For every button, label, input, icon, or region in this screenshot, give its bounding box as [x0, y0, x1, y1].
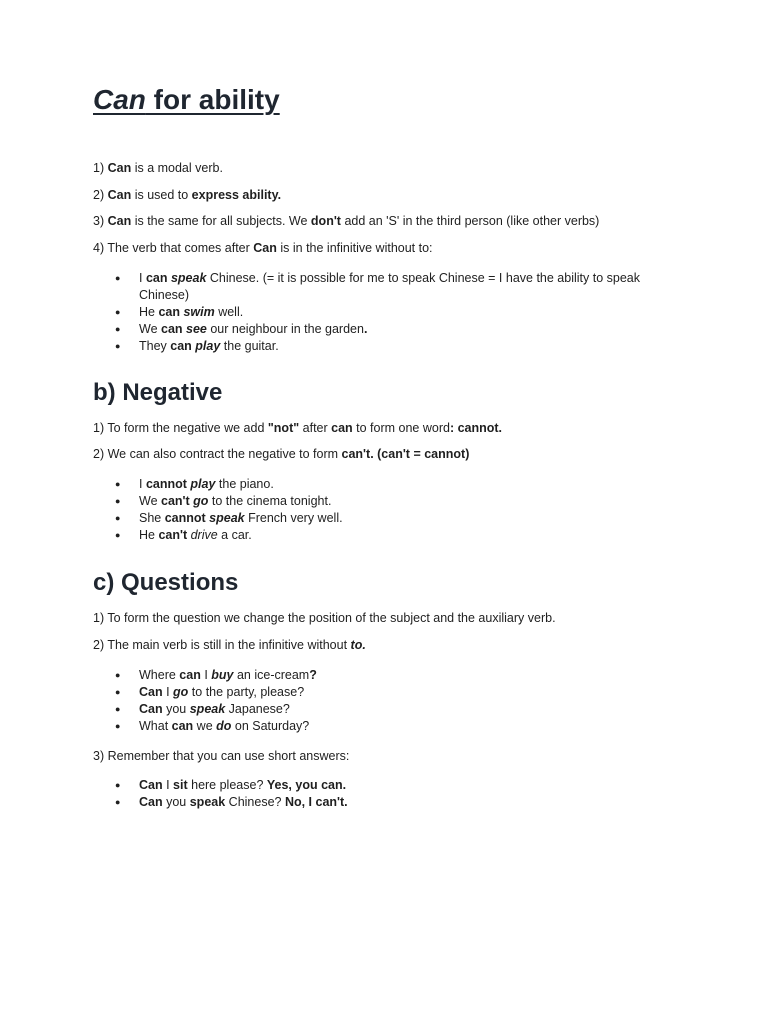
text-run: Can: [139, 685, 163, 699]
text-run: to.: [350, 638, 366, 652]
list-item: [93, 304, 653, 321]
text-run: What: [139, 719, 172, 733]
text-run: speak: [170, 271, 207, 285]
text-run: Can: [107, 161, 132, 175]
text-run: He: [139, 528, 159, 542]
text-run: add an 'S' in the third person (like other verbs): [340, 214, 600, 228]
list-item: [93, 718, 653, 735]
text-run: we: [193, 719, 217, 733]
text-run: I: [162, 778, 174, 792]
short-answers-list: [93, 777, 653, 811]
text-run: 4) The verb that comes after: [93, 241, 254, 255]
list-item: [93, 510, 653, 527]
text-run: you: [162, 702, 190, 716]
text-run: I: [139, 271, 146, 285]
text-run: the piano.: [215, 477, 274, 491]
text-run: on Saturday?: [231, 719, 310, 733]
questions-line-2: [93, 637, 366, 653]
text-run: our neighbour in the garden: [206, 322, 364, 336]
list-item: [93, 667, 653, 684]
text-run: is used to: [131, 188, 192, 202]
text-run: cannot: [145, 477, 191, 491]
text-run: go: [193, 494, 209, 508]
text-run: 3): [93, 214, 108, 228]
text-run: Where: [139, 668, 180, 682]
text-run: : cannot.: [449, 421, 503, 435]
text-run: go: [173, 685, 189, 699]
page-title: [93, 84, 280, 116]
text-run: here please?: [187, 778, 267, 792]
questions-line-1: [93, 610, 556, 626]
text-run: well.: [214, 305, 244, 319]
text-run: cannot: [164, 511, 210, 525]
text-run: an ice-cream: [233, 668, 310, 682]
text-run: "not": [267, 421, 300, 435]
text-run: Yes, you can.: [266, 778, 347, 792]
text-run: can't. (can't = cannot): [341, 447, 470, 461]
text-run: 1) To form the question we change the position of the subject and the auxiliary verb.: [93, 611, 556, 625]
text-run: the guitar.: [220, 339, 279, 353]
text-run: see: [186, 322, 207, 336]
text-run: 1) To form the negative we add: [93, 421, 268, 435]
list-item: [93, 701, 653, 718]
text-run: buy: [211, 668, 234, 682]
text-run: Chinese?: [225, 795, 285, 809]
text-run: We: [139, 322, 161, 336]
text-run: don't: [310, 214, 341, 228]
text-run: is a modal verb.: [131, 161, 223, 175]
text-run: Japanese?: [225, 702, 290, 716]
text-run: express ability.: [191, 188, 282, 202]
text-run: No, I can't.: [284, 795, 348, 809]
text-run: do: [216, 719, 232, 733]
text-run: speak: [189, 702, 226, 716]
list-item: [93, 270, 653, 304]
questions-heading: c) Questions: [93, 569, 239, 596]
text-run: can: [158, 305, 184, 319]
intro-line-2: [93, 187, 281, 203]
text-run: can: [171, 719, 194, 733]
text-run: Can: [139, 778, 163, 792]
text-run: speak: [209, 511, 245, 525]
list-item: [93, 527, 653, 544]
text-run: to form one word: [352, 421, 450, 435]
text-run: play: [190, 477, 216, 491]
list-item: [93, 476, 653, 493]
text-run: can't: [161, 494, 194, 508]
text-run: speak: [189, 795, 226, 809]
text-run: can: [331, 421, 353, 435]
list-item: [93, 321, 653, 338]
text-run: play: [195, 339, 221, 353]
text-run: They: [139, 339, 171, 353]
text-run: I: [200, 668, 212, 682]
text-run: Chinese. (= it is possible for me to speak Chinese = I have the ability to speak Chinese): [139, 271, 640, 302]
text-run: I: [139, 477, 146, 491]
text-run: French very well.: [244, 511, 343, 525]
list-item: [93, 338, 653, 355]
negative-heading: b) Negative: [93, 379, 223, 406]
text-run: .: [363, 322, 368, 336]
text-run: 2): [93, 188, 108, 202]
text-run: We: [139, 494, 161, 508]
text-run: is in the infinitive without to:: [276, 241, 433, 255]
title-italic: Can: [93, 84, 146, 115]
text-run: swim: [183, 305, 215, 319]
short-answers-intro: 3) Remember that you can use short answers:: [93, 749, 350, 763]
text-run: a car.: [217, 528, 252, 542]
negative-line-1: [93, 420, 502, 436]
text-run: drive: [190, 528, 218, 542]
question-examples-list: [93, 667, 653, 735]
text-run: after: [299, 421, 332, 435]
text-run: can: [161, 322, 187, 336]
text-run: sit: [173, 778, 188, 792]
list-item: [93, 777, 653, 794]
text-run: you: [162, 795, 190, 809]
list-item: [93, 493, 653, 510]
intro-line-4: [93, 240, 433, 256]
list-item: [93, 684, 653, 701]
text-run: Can: [139, 702, 163, 716]
intro-line-1: [93, 160, 223, 176]
text-run: Can: [107, 214, 132, 228]
title-rest: for ability: [145, 84, 280, 115]
negative-line-2: [93, 446, 469, 462]
text-run: can: [179, 668, 201, 682]
intro-examples-list: [93, 270, 653, 355]
text-run: can't: [158, 528, 191, 542]
text-run: is the same for all subjects. We: [131, 214, 311, 228]
text-run: She: [139, 511, 165, 525]
text-run: can: [170, 339, 196, 353]
text-run: Can: [139, 795, 163, 809]
text-run: to the cinema tonight.: [208, 494, 332, 508]
list-item: [93, 794, 653, 811]
text-run: Can: [253, 241, 277, 255]
text-run: to the party, please?: [188, 685, 305, 699]
text-run: He: [139, 305, 159, 319]
text-run: ?: [309, 668, 317, 682]
text-run: Can: [107, 188, 132, 202]
intro-line-3: [93, 213, 599, 229]
negative-examples-list: [93, 476, 653, 544]
text-run: 2) We can also contract the negative to form: [93, 447, 342, 461]
text-run: can: [145, 271, 171, 285]
text-run: 2) The main verb is still in the infinitive without: [93, 638, 351, 652]
text-run: I: [162, 685, 174, 699]
text-run: 1): [93, 161, 108, 175]
